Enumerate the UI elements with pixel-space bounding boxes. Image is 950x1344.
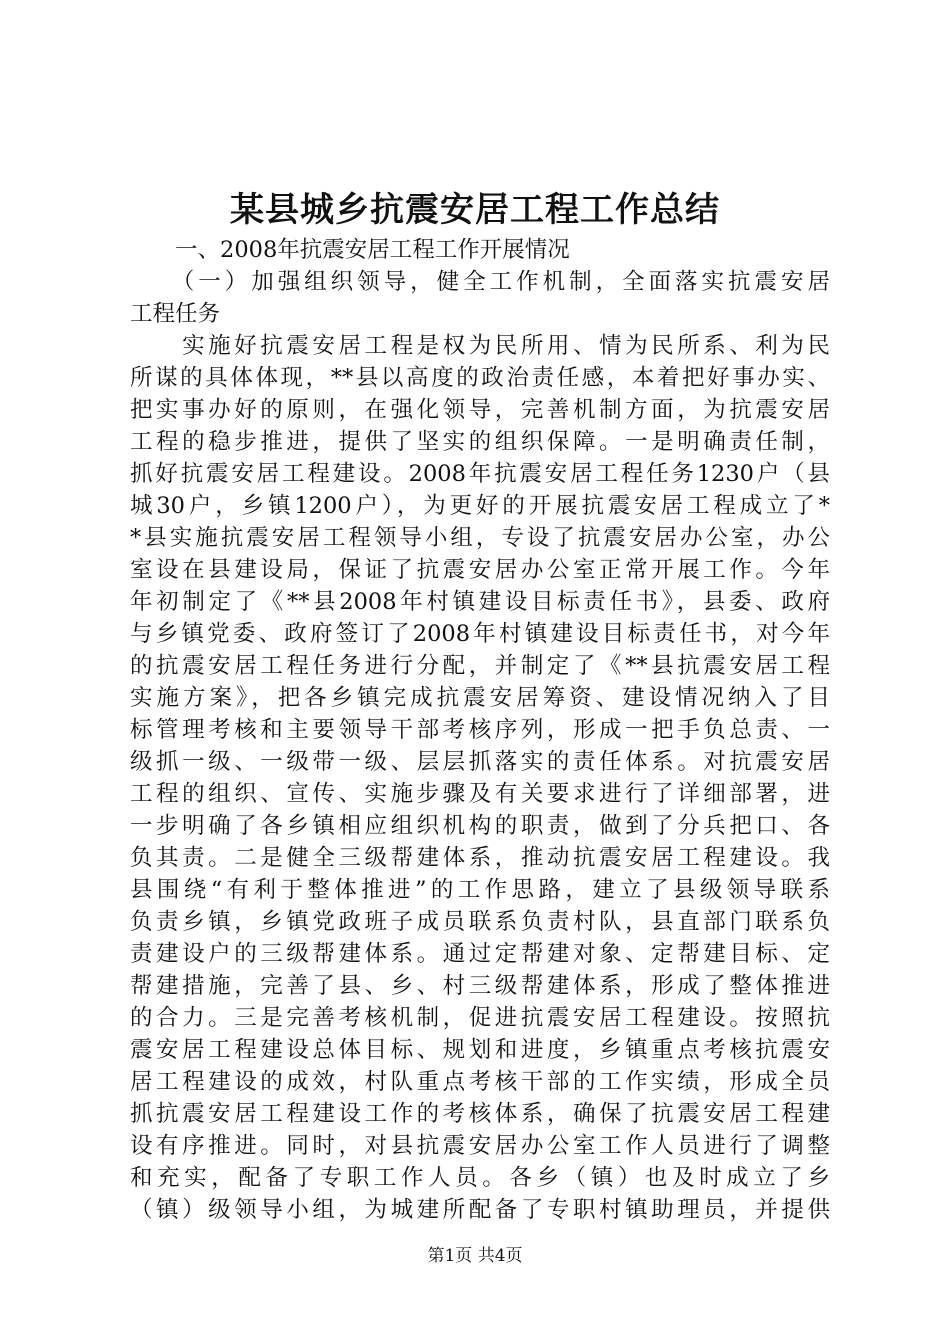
body-line: 一、2008年抗震安居工程工作开展情况 — [130, 237, 570, 263]
body-line: 实施方案》，把各乡镇完成抗震安居筹资、建设情况纳入了目 — [130, 685, 830, 711]
body-line: 年初制定了《**县2008年村镇建设目标责任书》，县委、政府 — [130, 589, 830, 615]
body-line: 和充实，配备了专职工作人员。各乡（镇）也及时成立了乡 — [130, 1165, 830, 1191]
body-line: 级抓一级、一级带一级、层层抓落实的责任体系。对抗震安居 — [130, 749, 830, 775]
body-line: 震安居工程建设总体目标、规划和进度，乡镇重点考核抗震安 — [130, 1037, 830, 1063]
body-line: 一步明确了各乡镇相应组织机构的职责，做到了分兵把口、各 — [130, 813, 830, 839]
body-line: （一）加强组织领导，健全工作机制，全面落实抗震安居 — [130, 269, 830, 295]
body-line: 抓抗震安居工程建设工作的考核体系，确保了抗震安居工程建 — [130, 1101, 830, 1127]
body-line: （镇）级领导小组，为城建所配备了专职村镇助理员，并提供 — [130, 1197, 830, 1223]
body-line: 标管理考核和主要领导干部考核序列，形成一把手负总责、一 — [130, 717, 830, 743]
body-line: 室设在县建设局，保证了抗震安居办公室正常开展工作。今年 — [130, 557, 830, 583]
body-line: 设有序推进。同时，对县抗震安居办公室工作人员进行了调整 — [130, 1133, 830, 1159]
body-line: 帮建措施，完善了县、乡、村三级帮建体系，形成了整体推进 — [130, 973, 830, 999]
body-line: 城30户，乡镇1200户），为更好的开展抗震安居工程成立了* — [130, 493, 830, 519]
body-line: 实施好抗震安居工程是权为民所用、情为民所系、利为民 — [130, 333, 830, 359]
body-line: 把实事办好的原则，在强化领导，完善机制方面，为抗震安居 — [130, 397, 830, 423]
body-line: 居工程建设的成效，村队重点考核干部的工作实绩，形成全员 — [130, 1069, 830, 1095]
document-body — [130, 234, 830, 1226]
page-footer: 第1页 共4页 — [427, 1246, 523, 1266]
body-line: 抓好抗震安居工程建设。2008年抗震安居工程任务1230户（县 — [130, 461, 830, 487]
body-line: 工程的组织、宣传、实施步骤及有关要求进行了详细部署，进 — [130, 781, 830, 807]
body-line: 所谋的具体体现，**县以高度的政治责任感，本着把好事办实、 — [130, 365, 830, 391]
document-title: 某县城乡抗震安居工程工作总结 — [230, 190, 720, 230]
body-line: 工程的稳步推进，提供了坚实的组织保障。一是明确责任制， — [130, 429, 830, 455]
body-line: 工程任务 — [130, 301, 221, 327]
body-line: *县实施抗震安居工程领导小组，专设了抗震安居办公室，办公 — [130, 525, 830, 551]
body-line: 的合力。三是完善考核机制，促进抗震安居工程建设。按照抗 — [130, 1005, 830, 1031]
body-line: 的抗震安居工程任务进行分配，并制定了《**县抗震安居工程 — [130, 653, 830, 679]
body-line: 负责乡镇，乡镇党政班子成员联系负责村队，县直部门联系负 — [130, 909, 830, 935]
body-line: 与乡镇党委、政府签订了2008年村镇建设目标责任书，对今年 — [130, 621, 830, 647]
body-line: 县围绕“有利于整体推进”的工作思路，建立了县级领导联系 — [130, 877, 830, 903]
body-line: 责建设户的三级帮建体系。通过定帮建对象、定帮建目标、定 — [130, 941, 830, 967]
body-line: 负其责。二是健全三级帮建体系，推动抗震安居工程建设。我 — [130, 845, 830, 871]
